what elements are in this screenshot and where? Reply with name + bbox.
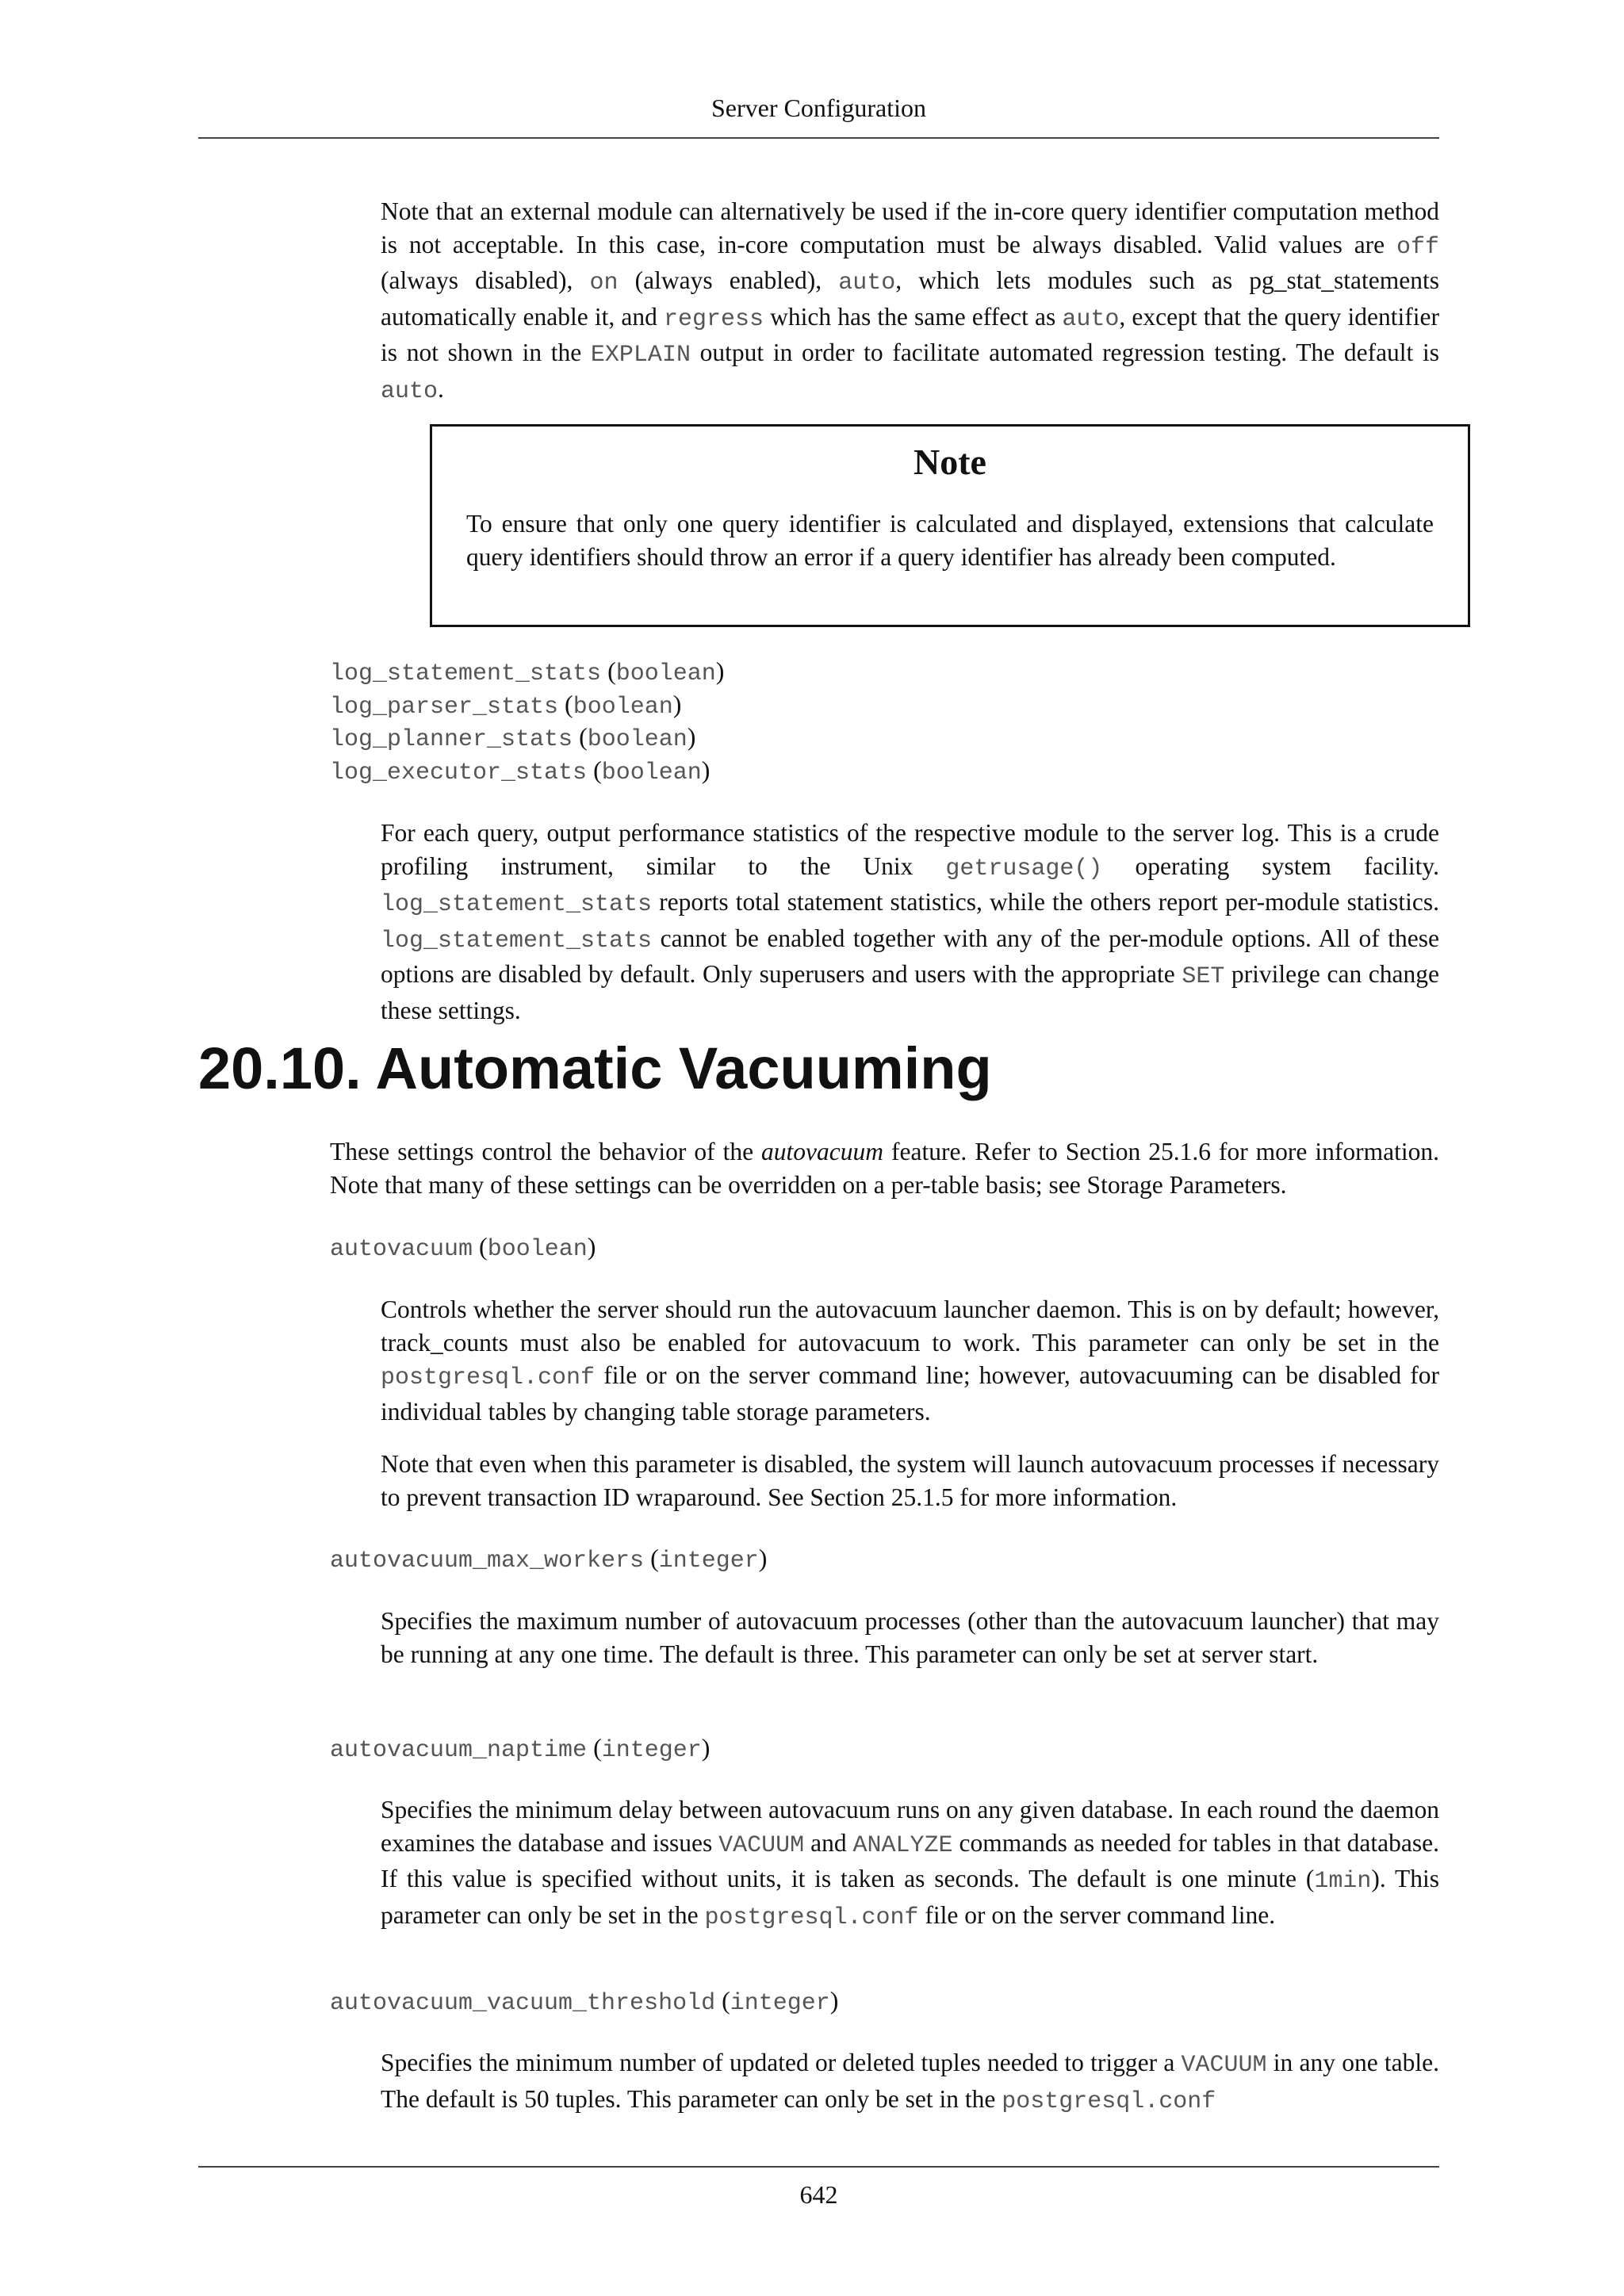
autovacuum-description: Controls whether the server should run the autovacuum launcher daemon. This is on by default; however, track_counts must also be enabled for autovacuum to work. This parameter can only be set in the postgresql.conf file or on the server command line; however, autovacuuming can be disabled for individual tables by changing table storage parameters.	[381, 1295, 1439, 1425]
section-title: 20.10. Automatic Vacuuming	[198, 1035, 992, 1101]
note-title: Note	[914, 442, 986, 482]
naptime-description: Specifies the minimum delay between autovacuum runs on any given database. In each round the daemon examines the database and issues VACUUM and ANALYZE commands as needed for tables in that database. If this value is specified without units, it is taken as seconds. The default is one minute (1min). This parameter can only be set in the postgresql.conf file or on the server command line.	[381, 1796, 1439, 1931]
vacuum-threshold-description: Specifies the minimum number of updated or deleted tuples needed to trigger a VACUUM in any one table. The default is 50 tuples. This parameter can only be set in the postgresql.conf	[381, 2049, 1440, 2115]
term-autovacuum-max-workers: autovacuum_max_workers (integer)	[330, 1544, 768, 1575]
section-intro: These settings control the behavior of the autovacuum feature. Refer to Section 25.1.6 for more information. Note that many of these settings can be overridden on a per-table basis; see Storage Parameters.	[330, 1138, 1439, 1199]
note-text: To ensure that only one query identifier is calculated and displayed, extensions that calculate query identifiers should throw an error if a query identifier has already been computed.	[466, 510, 1434, 571]
term-autovacuum: autovacuum (boolean)	[330, 1232, 596, 1263]
stats-paragraph: For each query, output performance statistics of the respective module to the server log. This is a crude profiling instrument, similar to the Unix getrusage() operating system facility. log_statement_stats reports total statement statistics, while the others report per-module statistics. log_statement_stats cannot be enabled together with any of the per-module options. All of these options are disabled by default. Only superusers and users with the appropriate SET privilege can change these settings.	[381, 819, 1439, 1024]
max-workers-description: Specifies the maximum number of autovacuum processes (other than the autovacuum launcher) that may be running at any one time. The default is three. This parameter can only be set at server start.	[381, 1607, 1439, 1668]
autovacuum-note: Note that even when this parameter is disabled, the system will launch autovacuum processes if necessary to prevent transaction ID wraparound. See Section 25.1.5 for more information.	[381, 1450, 1439, 1511]
footer-rule	[198, 2166, 1439, 2168]
term-autovacuum-naptime: autovacuum_naptime (integer)	[330, 1733, 710, 1764]
header-rule	[198, 137, 1439, 139]
page-number: 642	[799, 2180, 838, 2209]
running-header: Server Configuration	[710, 94, 927, 122]
term-log-parser-stats: log_parser_stats (boolean)	[330, 689, 682, 721]
note-box	[430, 424, 1470, 627]
term-log-statement-stats: log_statement_stats (boolean)	[330, 656, 725, 687]
query-id-paragraph: Note that an external module can alternatively be used if the in-core query identifier computation method is not acceptable. In this case, in-core computation must be always disabled. Valid values are off (always disabled), on (always enabled), auto, which lets modules such as pg_stat_statements automatically enable it, and regress which has the same effect as auto, except that the query identifier is not shown in the EXPLAIN output in order to facilitate automated regression testing. The default is auto.	[381, 197, 1439, 405]
term-log-planner-stats: log_planner_stats (boolean)	[330, 722, 696, 753]
term-log-executor-stats: log_executor_stats (boolean)	[330, 755, 710, 786]
term-autovacuum-vacuum-threshold: autovacuum_vacuum_threshold (integer)	[330, 1986, 839, 2017]
